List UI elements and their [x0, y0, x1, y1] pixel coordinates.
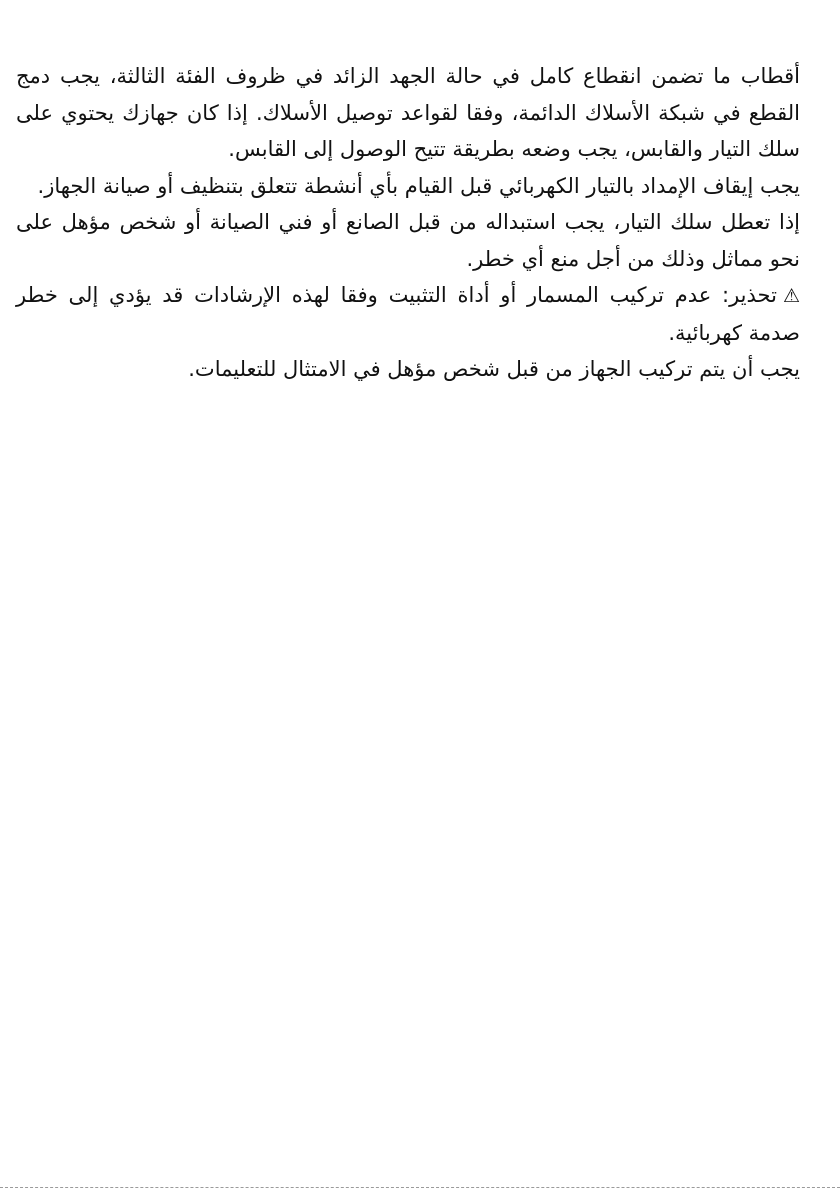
paragraph-warning [16, 277, 800, 351]
page-bottom-rule [0, 1187, 840, 1188]
instruction-text-block [16, 58, 800, 388]
paragraph-power-disconnect: أقطاب ما تضمن انقطاع كامل في حالة الجهد الزائد في ظروف الفئة الثالثة، يجب دمج القطع في شبكة الأسلاك الدائمة، وفقا لقواعد توصيل الأسلاك. إذا كان جهازك يحتوي على سلك التيار والقابس، يجب وضعه بطريقة تتيح الوصول إلى القابس. [16, 64, 800, 161]
warning-triangle-icon: ⚠ [782, 285, 800, 307]
paragraph-qualified-installation: يجب أن يتم تركيب الجهاز من قبل شخص مؤهل في الامتثال للتعليمات. [188, 357, 800, 381]
paragraph-damaged-cord: إذا تعطل سلك التيار، يجب استبداله من قبل الصانع أو فني الصيانة أو شخص مؤهل على نحو مماثل وذلك من أجل منع أي خطر. [16, 210, 800, 271]
paragraph-cut-supply-before-cleaning: يجب إيقاف الإمداد بالتيار الكهربائي قبل القيام بأي أنشطة تتعلق بتنظيف أو صيانة الجهاز. [37, 173, 800, 198]
warning-text: تحذير: عدم تركيب المسمار أو أداة التثبيت وفقا لهذه الإرشادات قد يؤدي إلى خطر صدمة كهربائية. [16, 283, 800, 345]
